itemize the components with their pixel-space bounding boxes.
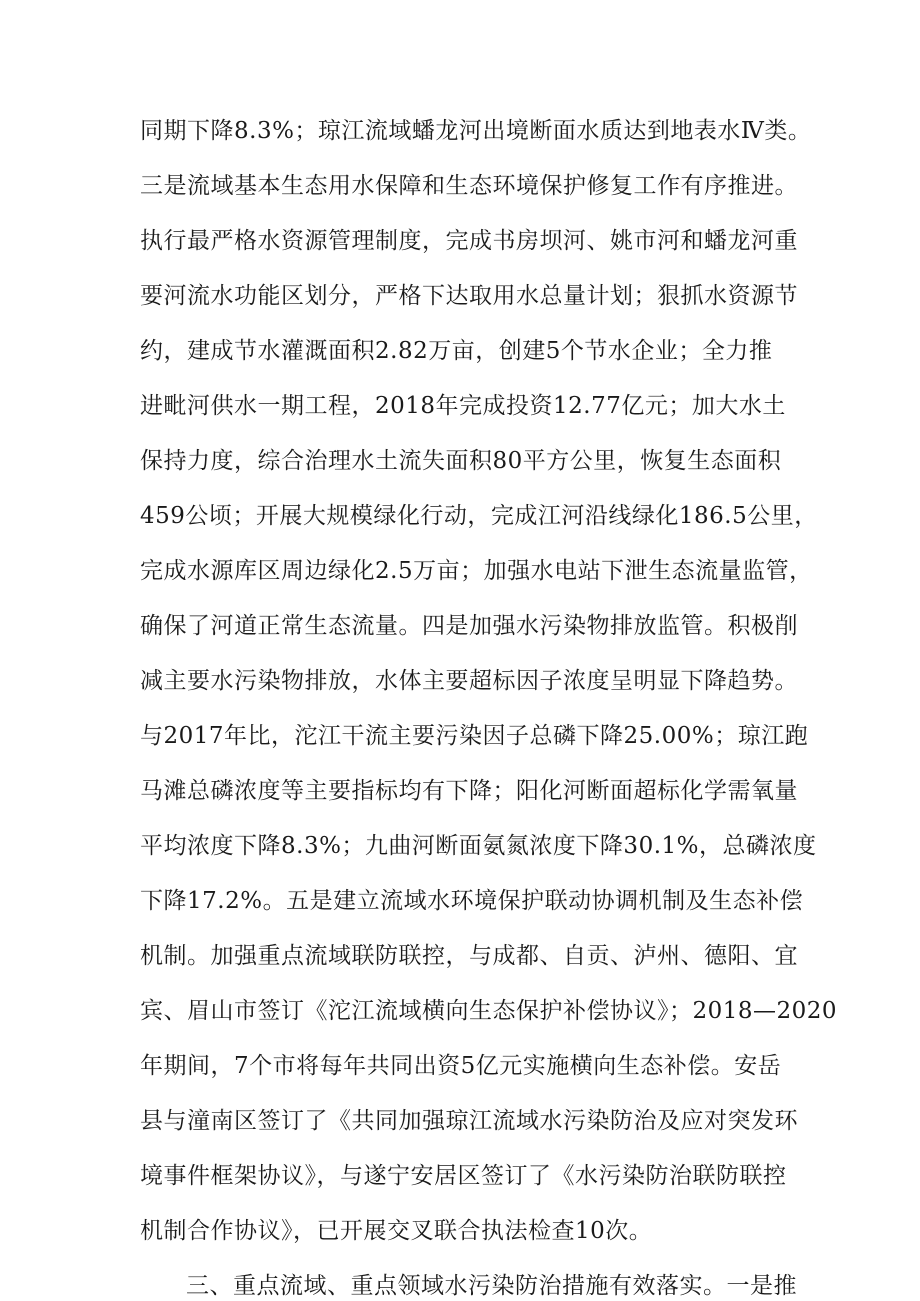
text-line: 县与潼南区签订了《共同加强琼江流域水污染防治及应对突发环 xyxy=(140,1108,798,1134)
text-line: 平均浓度下降8.3%；九曲河断面氨氮浓度下降30.1%，总磷浓度 xyxy=(140,833,817,859)
text-line: 要河流水功能区划分，严格下达取用水总量计划；狠抓水资源节 xyxy=(140,283,798,309)
text-line: 机制合作协议》，已开展交叉联合执法检查10次。 xyxy=(140,1218,653,1244)
text-line: 年期间，7个市将每年共同出资5亿元实施横向生态补偿。安岳 xyxy=(140,1053,782,1079)
text-line: 三是流域基本生态用水保障和生态环境保护修复工作有序推进。 xyxy=(140,173,798,199)
text-line: 确保了河道正常生态流量。四是加强水污染物排放监管。积极削 xyxy=(140,613,798,639)
text-line: 同期下降8.3%；琼江流域蟠龙河出境断面水质达到地表水Ⅳ类。 xyxy=(140,118,812,144)
text-line: 执行最严格水资源管理制度，完成书房坝河、姚市河和蟠龙河重 xyxy=(140,228,798,254)
text-line: 459公顷；开展大规模绿化行动，完成江河沿线绿化186.5公里， xyxy=(140,503,818,529)
text-line: 马滩总磷浓度等主要指标均有下降；阳化河断面超标化学需氧量 xyxy=(140,778,798,804)
text-line: 下降17.2%。五是建立流域水环境保护联动协调机制及生态补偿 xyxy=(140,888,804,914)
text-line: 与2017年比，沱江干流主要污染因子总磷下降25.00%；琼江跑 xyxy=(140,723,809,749)
text-line: 保持力度，综合治理水土流失面积80平方公里，恢复生态面积 xyxy=(140,448,782,474)
text-line: 宾、眉山市签订《沱江流域横向生态保护补偿协议》；2018—2020 xyxy=(140,998,838,1024)
text-line: 减主要水污染物排放，水体主要超标因子浓度呈明显下降趋势。 xyxy=(140,668,798,694)
paragraph-first-line: 三、重点流域、重点领域水污染防治措施有效落实。一是推 xyxy=(186,1273,797,1299)
text-line: 机制。加强重点流域联防联控，与成都、自贡、泸州、德阳、宜 xyxy=(140,943,798,969)
text-line: 约，建成节水灌溉面积2.82万亩，创建5个节水企业；全力推 xyxy=(140,338,773,364)
text-line: 完成水源库区周边绿化2.5万亩；加强水电站下泄生态流量监管， xyxy=(140,558,813,584)
text-line: 境事件框架协议》，与遂宁安居区签订了《水污染防治联防联控 xyxy=(140,1163,787,1189)
text-line: 进毗河供水一期工程，2018年完成投资12.77亿元；加大水土 xyxy=(140,393,786,419)
